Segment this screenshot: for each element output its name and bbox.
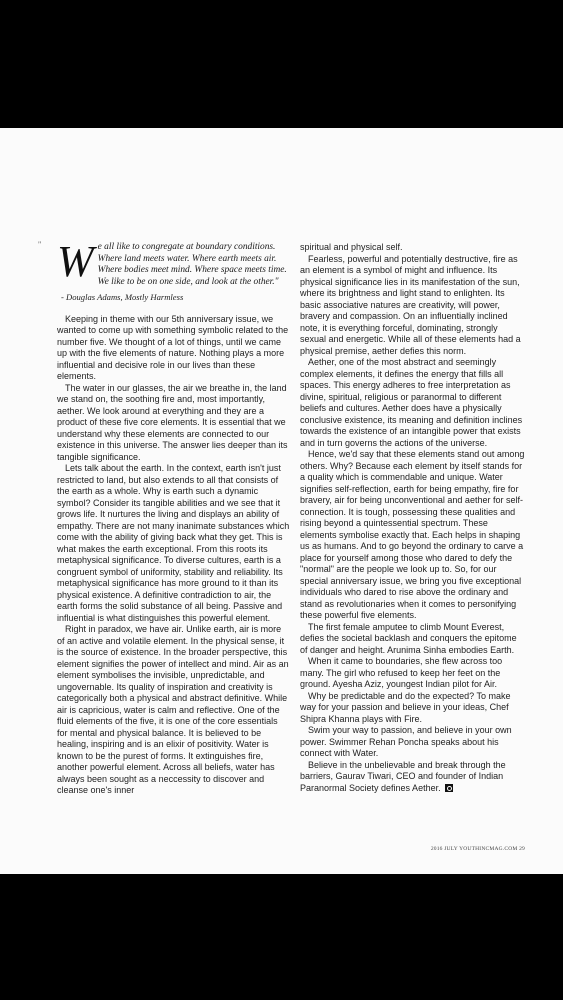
body-paragraph: Aether, one of the most abstract and seemingly complex elements, it defines the energy that fills all spaces. This energy adheres to free interpretation as divine, spiritual, religious or paranormal to different beliefs and cultures. Aether does have a physically conclusive existence, its meaning and definition inclines towards the existence of an intangible power that exists and in turn governs the actions of the universe.	[300, 357, 523, 448]
body-paragraph-last	[300, 760, 526, 795]
opening-quote-mark: "	[38, 240, 42, 249]
body-paragraph: spiritual and physical self.	[300, 242, 403, 252]
body-paragraph: The water in our glasses, the air we breathe in, the land we stand on, the soothing fire and, most importantly, aether. We look around at everything and they are a product of these five core elements. It is essential that we understand why these elements are connected to our existence in this universe. The answer lies deeper than its tangible significance.	[57, 382, 288, 462]
epigraph-text: e all like to congregate at boundary conditions. Where land meets water. Where earth meets air. Where bodies meet mind. Where space meets time. We like to be on one side, and look at the other."	[97, 242, 287, 287]
body-paragraph: The first female amputee to climb Mount Everest, defies the societal backlash and conquers the epitome of danger and height. Arunima Sinha embodies Earth.	[300, 621, 517, 655]
magazine-page	[0, 128, 563, 874]
body-paragraph: Lets talk about the earth. In the context, earth isn't just restricted to land, but also extends to all that consists of the earth as a whole. Why is earth such a dynamic symbol? Consider its tangible abilities and we see that it grows life. It nurtures the living and displays an ability of empathy. There are not many inanimate substances which come with the ability of giving back what they get. This is what makes the earth exceptional. From this roots its metaphysical significance. To diverse cultures, earth is a congruent symbol of uniformity, stability and reliability. Its metaphysical significance has more ground to it than its physical existence. A definitive contradiction to air, the earth forms the solid substance of all being. Passive and influential is what distinguishes this powerful element.	[57, 463, 290, 623]
body-paragraph: When it came to boundaries, she flew across too many. The girl who refused to keep her feet on the ground. Ayesha Aziz, youngest Indian pilot for Air.	[300, 656, 503, 689]
body-paragraph: Keeping in theme with our 5th anniversary issue, we wanted to come up with something symbolic related to the number five. We thought of a lot of things, until we came up with the five elements of nature. Nothing plays a more influential and decisive role in our lives than these elements.	[57, 313, 289, 382]
body-paragraph: Hence, we'd say that these elements stand out among others. Why? Because each element by itself stands for a quality which is commendable and unique. Water signifies self-reflection, earth for being empathy, fire for bravery, air for being unconventional and aether for self-connection. It is tough, possessing these qualities and rising beyond a quintessential spectrum. These elements symbolise exactly that. Each helps in shaping us as humans. And to go beyond the ordinary to carve a place for yourself among those who dared to defy the "normal" are the people we look up to. So, for our special anniversary issue, we bring you five exceptional individuals who dared to rise above the ordinary and stand as revolutionaries when it comes to personifying these powerful five elements.	[300, 449, 525, 620]
body-paragraph: Right in paradox, we have air. Unlike earth, air is more of an active and volatile element. In the physical sense, it is the source of existence. In the broader perspective, this element signifies the power of intellect and mind. Air as an element symbolises the invisible, unpredictable, and ungovernable. Its quality of inspiration and creativity is categorically both a physical and abstract definitive. While air is capricious, water is calm and reflective. One of the fluid elements of the five, it is one of the core essentials for mental and physical balance. It is believed to be healing, inspiring and is an elixir of positivity. Water is known to be the purest of forms. It extinguishes fire, another powerful element. Across all beliefs, water has always been sought as a neccessity to discover and cleanse one's inner	[57, 624, 289, 796]
body-paragraph: Why be predictable and do the expected? To make way for your passion and believe in your ideas, Chef Shipra Khanna plays with Fire.	[300, 690, 511, 724]
last-paragraph-text: Believe in the unbelievable and break through the barriers, Gaurav Tiwari, CEO and founder of Indian Paranormal Society defines Aether.	[300, 759, 506, 793]
page-footer: 2016 JULY YOUTHINCMAG.COM 29	[430, 846, 525, 852]
drop-cap: W	[57, 237, 94, 286]
left-column	[57, 237, 290, 797]
epigraph	[57, 237, 290, 288]
right-column	[300, 242, 526, 794]
epigraph-attribution: - Douglas Adams, Mostly Harmless	[61, 292, 184, 303]
body-paragraph: Fearless, powerful and potentially destructive, fire as an element is a symbol of might and influence. Its physical significance lies in its manifestation of the sun, where its brightness and light stand to enlighten. Its basic associative natures are creativity, will power, bravery and compassion. On an influentially inclined note, it is everything forceful, dominating, strongly sexual and energetic. While all of these elements had a physical premise, aether defies this norm.	[300, 253, 521, 356]
body-paragraph: Swim your way to passion, and believe in your own power. Swimmer Rehan Poncha speaks about his connect with Water.	[300, 725, 512, 758]
youthmag-logo-icon	[445, 784, 453, 792]
